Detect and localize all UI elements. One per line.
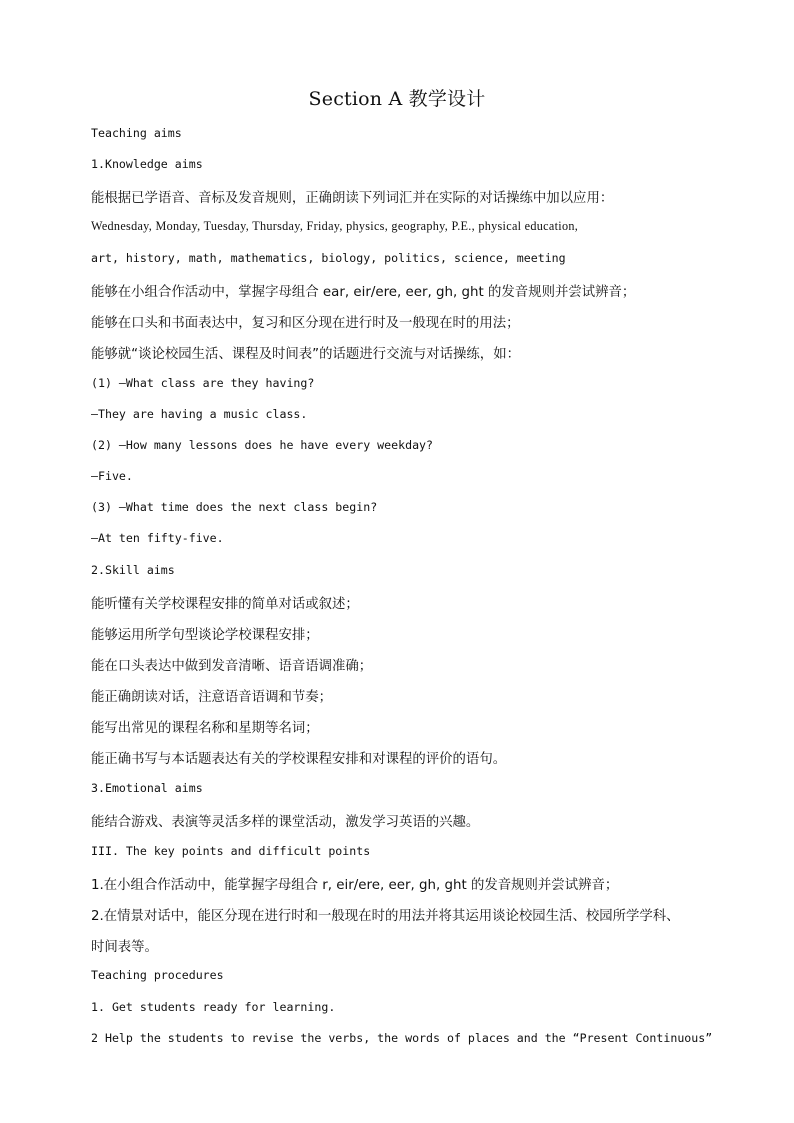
paragraph: 能根据已学语音、音标及发音规则，正确朗读下列词汇并在实际的对话操练中加以应用： bbox=[91, 191, 614, 206]
paragraph: 能够运用所学句型谈论学校课程安排； bbox=[91, 628, 319, 643]
dialogue-line: (1) —What class are they having? bbox=[91, 376, 315, 390]
word-list-line-2: art, history, math, mathematics, biology, politics, science, meeting bbox=[91, 251, 566, 265]
word-list-line-1: Wednesday, Monday, Tuesday, Thursday, Friday, physics, geography, P.E., physical education, bbox=[91, 219, 579, 233]
paragraph: 能听懂有关学校课程安排的简单对话或叙述； bbox=[91, 597, 359, 612]
dialogue-line: (2) —How many lessons does he have every weekday? bbox=[91, 438, 434, 452]
dialogue-line: —They are having a music class. bbox=[91, 407, 308, 421]
heading-key-points: III. The key points and difficult points bbox=[91, 844, 371, 858]
paragraph: 能结合游戏、表演等灵活多样的课堂活动，激发学习英语的兴趣。 bbox=[91, 815, 480, 830]
paragraph: 1.在小组合作活动中，能掌握字母组合 r, eir/ere, eer, gh, ght 的发音规则并尝试辨音； bbox=[91, 878, 619, 893]
dialogue-line: —Five. bbox=[91, 469, 133, 483]
paragraph: 能够在口头和书面表达中，复习和区分现在进行时及一般现在时的用法； bbox=[91, 316, 520, 331]
paragraph: 能够在小组合作活动中，掌握字母组合 ear, eir/ere, eer, gh, ght 的发音规则并尝试辨音； bbox=[91, 285, 636, 300]
heading-teaching-procedures: Teaching procedures bbox=[91, 968, 224, 982]
paragraph: 能写出常见的课程名称和星期等名词； bbox=[91, 721, 319, 736]
dialogue-line: —At ten fifty-five. bbox=[91, 531, 224, 545]
paragraph: 能在口头表达中做到发音清晰、语音语调准确； bbox=[91, 659, 373, 674]
heading-emotional-aims: 3.Emotional aims bbox=[91, 781, 203, 795]
heading-knowledge-aims: 1.Knowledge aims bbox=[91, 157, 203, 171]
paragraph: 能够就“谈论校园生活、课程及时间表”的话题进行交流与对话操练，如： bbox=[91, 347, 520, 362]
procedure-step: 2 Help the students to revise the verbs, the words of places and the “Present Continuous” bbox=[91, 1031, 713, 1045]
page-title: Section A 教学设计 bbox=[308, 88, 486, 110]
paragraph: 能正确书写与本话题表达有关的学校课程安排和对课程的评价的语句。 bbox=[91, 752, 507, 767]
paragraph: 2.在情景对话中，能区分现在进行时和一般现在时的用法并将其运用谈论校园生活、校园所学学科、 bbox=[91, 909, 680, 924]
heading-teaching-aims: Teaching aims bbox=[91, 126, 182, 140]
paragraph: 时间表等。 bbox=[91, 940, 158, 955]
dialogue-line: (3) —What time does the next class begin? bbox=[91, 500, 378, 514]
procedure-step: 1. Get students ready for learning. bbox=[91, 1000, 336, 1014]
heading-skill-aims: 2.Skill aims bbox=[91, 563, 175, 577]
paragraph: 能正确朗读对话，注意语音语调和节奏； bbox=[91, 690, 333, 705]
